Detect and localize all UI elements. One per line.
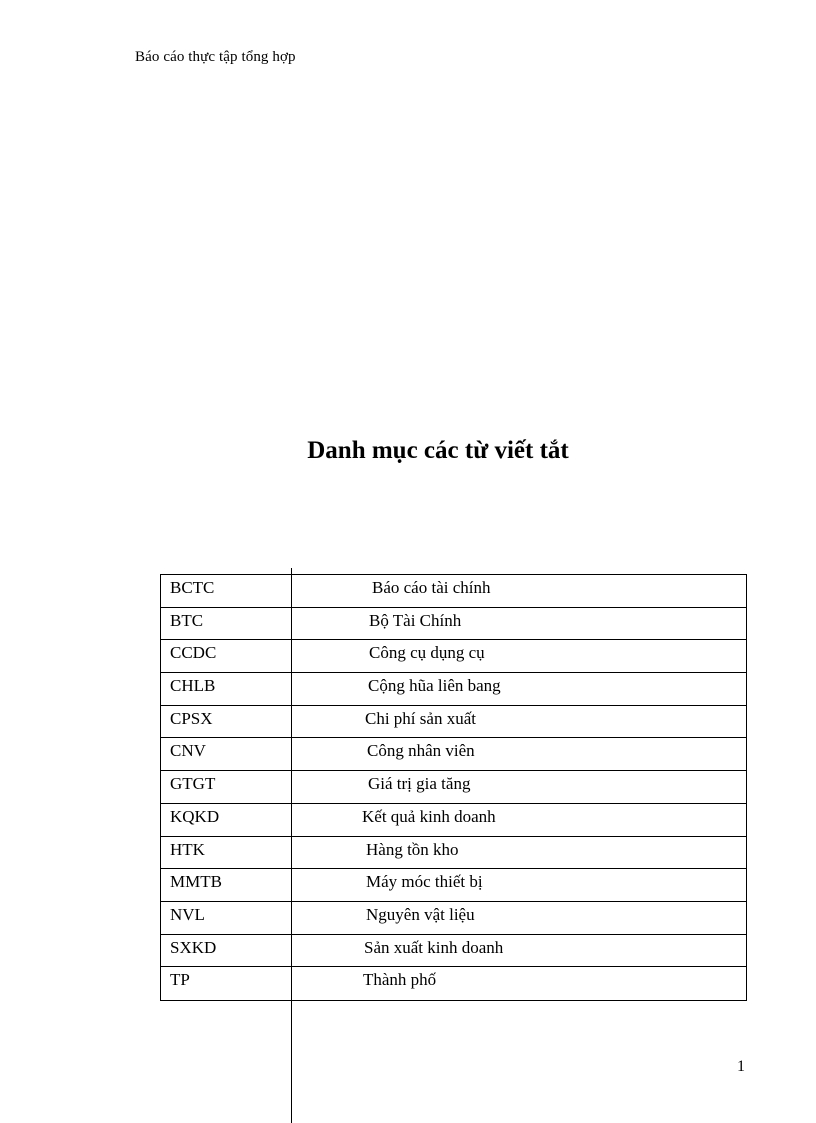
table-row: [161, 967, 746, 1000]
table-row: [161, 804, 746, 837]
abbreviation-code: SXKD: [170, 937, 217, 957]
abbreviation-meaning: Hàng tồn kho: [366, 839, 459, 859]
page-number: 1: [737, 1058, 745, 1075]
abbreviation-code: TP: [170, 970, 190, 990]
abbreviation-code: CPSX: [170, 708, 213, 728]
table-row: [161, 869, 746, 902]
table-row: [161, 673, 746, 706]
abbreviation-code: CHLB: [170, 676, 216, 696]
abbreviation-meaning: Nguyên vật liệu: [366, 904, 475, 924]
table-row: [161, 771, 746, 804]
table-row: [161, 935, 746, 968]
abbreviation-meaning: Thành phố: [363, 970, 437, 990]
abbreviation-meaning: Máy móc thiết bị: [366, 872, 483, 892]
table-row: [161, 640, 746, 673]
running-header: Báo cáo thực tập tổng hợp: [135, 49, 296, 65]
table-row: [161, 575, 746, 608]
page-title: Danh mục các từ viết tắt: [307, 437, 569, 464]
abbreviation-meaning: Báo cáo tài chính: [372, 578, 491, 597]
abbreviation-meaning: Công cụ dụng cụ: [369, 643, 485, 663]
table-row: [161, 902, 746, 935]
abbreviation-code: BCTC: [170, 578, 215, 597]
abbreviation-code: BTC: [170, 610, 204, 630]
abbreviation-code: KQKD: [170, 806, 220, 826]
abbreviation-meaning: Sản xuất kinh doanh: [364, 937, 504, 957]
abbreviation-meaning: Kết quả kinh doanh: [362, 806, 496, 826]
abbreviation-code: HTK: [170, 839, 205, 859]
abbreviation-meaning: Bộ Tài Chính: [369, 610, 462, 630]
abbreviation-table: [160, 574, 747, 1001]
abbreviation-code: GTGT: [170, 774, 216, 794]
abbreviation-meaning: Giá trị gia tăng: [368, 774, 471, 794]
table-row: [161, 837, 746, 870]
abbreviation-code: NVL: [170, 904, 205, 924]
abbreviation-meaning: Công nhân viên: [367, 741, 475, 761]
abbreviation-code: CCDC: [170, 643, 217, 663]
abbreviation-meaning: Cộng hũa liên bang: [368, 676, 501, 696]
abbreviation-meaning: Chi phí sản xuất: [365, 708, 476, 728]
abbreviation-code: CNV: [170, 741, 206, 761]
table-row: [161, 706, 746, 739]
abbreviation-code: MMTB: [170, 872, 222, 892]
table-row: [161, 738, 746, 771]
table-row: [161, 608, 746, 641]
